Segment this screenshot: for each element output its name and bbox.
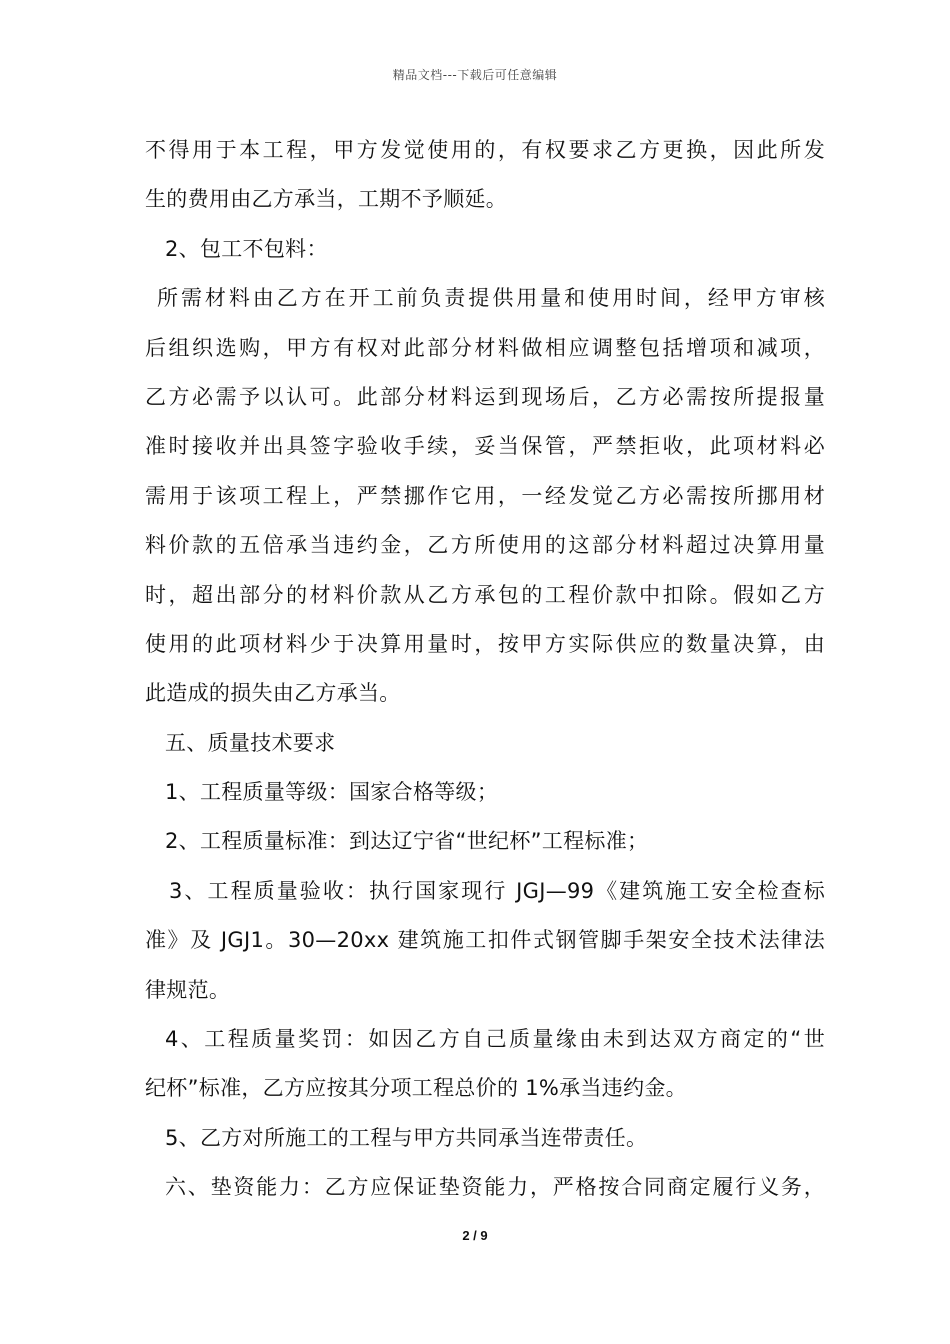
paragraph-line: 乙方必需予以认可。此部分材料运到现场后，乙方必需按所提报量 [145, 384, 825, 409]
paragraph-line: 生的费用由乙方承当，工期不予顺延。 [145, 187, 508, 212]
list-item: 3、工程质量验收：执行国家现行 JGJ—99《建筑施工安全检查标 [169, 878, 825, 903]
section-heading: 五、质量技术要求 [165, 730, 336, 755]
paragraph-line: 后组织选购，甲方有权对此部分材料做相应调整包括增项和减项， [145, 335, 825, 360]
paragraph-line: 准时接收并出具签字验收手续，妥当保管，严禁拒收，此项材料必 [145, 434, 825, 459]
paragraph-line: 所需材料由乙方在开工前负责提供用量和使用时间，经甲方审核 [157, 286, 825, 311]
paragraph-line: 使用的此项材料少于决算用量时，按甲方实际供应的数量决算，由 [145, 631, 825, 656]
paragraph-line: 需用于该项工程上，严禁挪作它用，一经发觉乙方必需按所挪用材 [145, 483, 825, 508]
document-body [145, 126, 825, 1213]
paragraph-line: 律规范。 [145, 977, 231, 1002]
paragraph-line: 纪杯”标准，乙方应按其分项工程总价的 1%承当违约金。 [145, 1076, 687, 1101]
paragraph-line: 时，超出部分的材料价款从乙方承包的工程价款中扣除。假如乙方 [145, 582, 825, 607]
paragraph-line: 准》及 JGJ1。30—20xx 建筑施工扣件式钢管脚手架安全技术法律法 [145, 928, 825, 953]
paragraph-line: 不得用于本工程，甲方发觉使用的，有权要求乙方更换，因此所发 [145, 138, 825, 162]
list-item: 1、工程质量等级：国家合格等级； [165, 780, 499, 805]
section-item-heading: 2、包工不包料： [165, 236, 328, 261]
page-header: 精品文档---下载后可任意编辑 [392, 68, 558, 82]
list-item: 2、工程质量标准：到达辽宁省“世纪杯”工程标准； [165, 829, 649, 854]
list-item: 4、工程质量奖罚：如因乙方自己质量缘由未到达双方商定的“世 [165, 1027, 825, 1052]
list-item: 5、乙方对所施工的工程与甲方共同承当连带责任。 [165, 1125, 648, 1150]
section-heading: 六、垫资能力：乙方应保证垫资能力，严格按合同商定履行义务， [165, 1175, 825, 1200]
page-number: 2 / 9 [462, 1228, 488, 1243]
paragraph-line: 料价款的五倍承当违约金，乙方所使用的这部分材料超过决算用量 [145, 533, 825, 558]
paragraph-line: 此造成的损失由乙方承当。 [145, 681, 401, 706]
